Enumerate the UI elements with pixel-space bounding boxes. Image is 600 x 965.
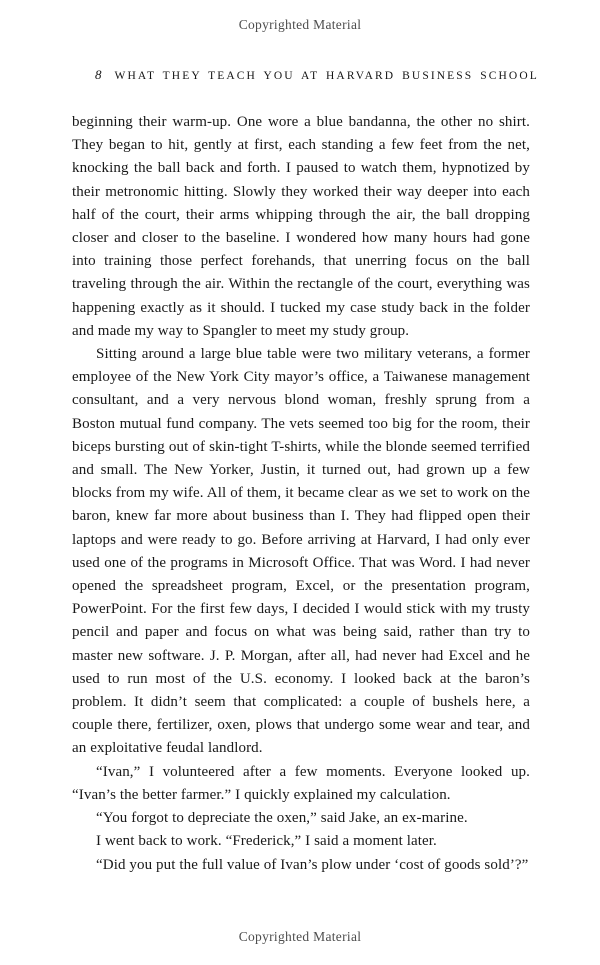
paragraph: “You forgot to depreciate the oxen,” said Jake, an ex-marine. xyxy=(96,810,468,827)
paragraph: “Did you put the full value of Ivan’s plow under ‘cost of goods sold’?” xyxy=(96,856,529,873)
page-number: 8 xyxy=(95,67,102,82)
copyright-notice-top: Copyrighted Material xyxy=(238,17,362,32)
paragraph: I went back to work. “Frederick,” I said a moment later. xyxy=(96,833,437,850)
copyright-notice-bottom: Copyrighted Material xyxy=(238,929,362,944)
body-text xyxy=(72,111,530,877)
running-title: WHAT THEY TEACH YOU AT HARVARD BUSINESS SCHOOL xyxy=(114,70,539,82)
page-header xyxy=(95,66,539,84)
paragraph: “Ivan,” I volunteered after a few moments. Everyone looked up. “Ivan’s the better farmer.” I quickly explained my calculation. xyxy=(72,763,530,803)
paragraph: Sitting around a large blue table were two military veterans, a former employee of the New York City mayor’s office, a Taiwanese management consultant, and a very nervous blond woman, freshly sprung from a Boston mutual fund company. The vets seemed too big for the room, their biceps bursting out of skin-tight T-shirts, while the blonde seemed terrified and small. The New Yorker, Justin, it turned out, had grown up a few blocks from my wife. All of them, it became clear as we set to work on the baron, knew far more about business than I. They had flipped open their laptops and were ready to go. Before arriving at Harvard, I had only ever used one of the programs in Microsoft Office. That was Word. I had never opened the spreadsheet program, Excel, or the presentation program, PowerPoint. For the first few days, I decided I would stick with my trusty pencil and paper and focus on what was being said, rather than try to master new software. J. P. Morgan, after all, had never had Excel and he used to run most of the U.S. economy. I looked back at the baron’s problem. It didn’t seem that complicated: a couple of bushels here, a couple there, fertilizer, oxen, plows that undergo some wear and tear, and an exploitative feudal landlord. xyxy=(72,346,530,757)
paragraph: beginning their warm-up. One wore a blue bandanna, the other no shirt. They began to hit, gently at first, each standing a few feet from the net, knocking the ball back and forth. I paused to watch them, hypnotized by their metronomic hitting. Slowly they worked their way deeper into each half of the court, their arms whipping through the air, the ball dropping closer and closer to the baseline. I wondered how many hours had gone into training those perfect forehands, that unerring focus on the ball traveling through the air. Within the rectangle of the court, everything was happening exactly as it should. I tucked my case study back in the folder and made my way to Spangler to meet my study group. xyxy=(72,114,530,339)
